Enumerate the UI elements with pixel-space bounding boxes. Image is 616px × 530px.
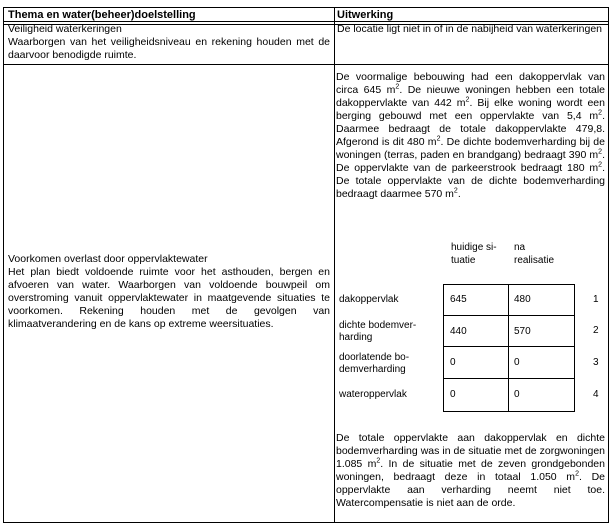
row1-title: Veiligheid waterkeringen [8, 23, 122, 35]
conclusion-paragraph: De totale oppervlakte aan dakoppervlak en dichte bodemverharding was in de situatie met de zorgwoningen 1.085 $m^2$. In de situatie met de zeven grondgebonden woningen, bedraagt deze in totaal 1.050 $m^2$. De oppervlakte aan verharding neemt niet toe. Watercompensatie is niet aan de orde. [336, 432, 605, 509]
row-divider [4, 64, 608, 65]
row2-text: Het plan biedt voldoende ruimte voor het asthouden, bergen en afvoeren van water. Waarborgen van voldoende bouwpeil om overstroming vanuit oppervlaktewater in maatgevende situaties te voorkomen. Rekening houden met de gevolgen van klimaatverandering en de kans op extreme weersituaties. [8, 266, 330, 330]
row1-text: Waarborgen van het veiligheidsniveau en rekening houden met de daarvoor benodigde ruimte. [8, 36, 330, 61]
grid-hline [444, 315, 574, 316]
row-label-doorlatende-bodemverharding: doorlatende bo- demverharding [339, 352, 410, 375]
row-index: 2 [593, 325, 599, 336]
value-after-wateroppervlak: 0 [514, 389, 520, 400]
row2-left-cell [8, 253, 330, 331]
row-label-wateroppervlak: wateroppervlak [339, 389, 407, 400]
value-after-doorlatende-bodemverharding: 0 [514, 357, 520, 368]
row1-right-text: De locatie ligt niet in of in de nabijheid van waterkeringen [337, 23, 602, 35]
grid-hline [444, 346, 574, 347]
value-current-dakoppervlak: 645 [450, 294, 467, 305]
intro-paragraph: De voormalige bebouwing had een dakoppervlak van circa 645 $m^2$. De nieuwe woningen hebben een totale dakoppervlakte van 442 $m^2$. Bij elke woning wordt een berging gebouwd met een oppervlakte van 5,4 $m^2$. Daarmee bedraagt de totale dakoppervlakte 479,8. Afgerond is dit 480 $m^2$. De dichte bodemverharding bij de woningen (terras, paden en brandgang) bedraagt 390 $m^2$. De oppervlakte van de parkeerstrook bedraagt 180 $m^2$. De totale oppervlakte van de dichte bodemverharding bedraagt daarmee 570 $m^2$. [336, 71, 605, 200]
header-elaboration: Uitwerking [337, 9, 394, 21]
row-label-dakoppervlak: dakoppervlak [339, 294, 399, 305]
value-after-dakoppervlak: 480 [514, 294, 531, 305]
value-current-dichte-bodemverharding: 440 [450, 326, 467, 337]
row2-title: Voorkomen overlast door oppervlaktewater [8, 253, 208, 265]
value-after-dichte-bodemverharding: 570 [514, 326, 531, 337]
col-header-after: na realisatie [514, 242, 555, 266]
comparison-grid [443, 284, 575, 412]
value-current-wateroppervlak: 0 [450, 389, 456, 400]
header-theme: Thema en water(beheer)doelstelling [8, 9, 196, 21]
row-index: 1 [593, 294, 599, 305]
row-index: 3 [593, 357, 599, 368]
row1-left-cell [8, 23, 330, 62]
row-label-dichte-bodemverharding: dichte bodemver- harding [339, 320, 417, 343]
grid-hline [444, 378, 574, 379]
grid-vline [508, 285, 509, 411]
row-index: 4 [593, 389, 599, 400]
value-current-doorlatende-bodemverharding: 0 [450, 357, 456, 368]
column-divider [334, 8, 335, 522]
col-header-current: huidige si- tuatie [451, 242, 497, 266]
